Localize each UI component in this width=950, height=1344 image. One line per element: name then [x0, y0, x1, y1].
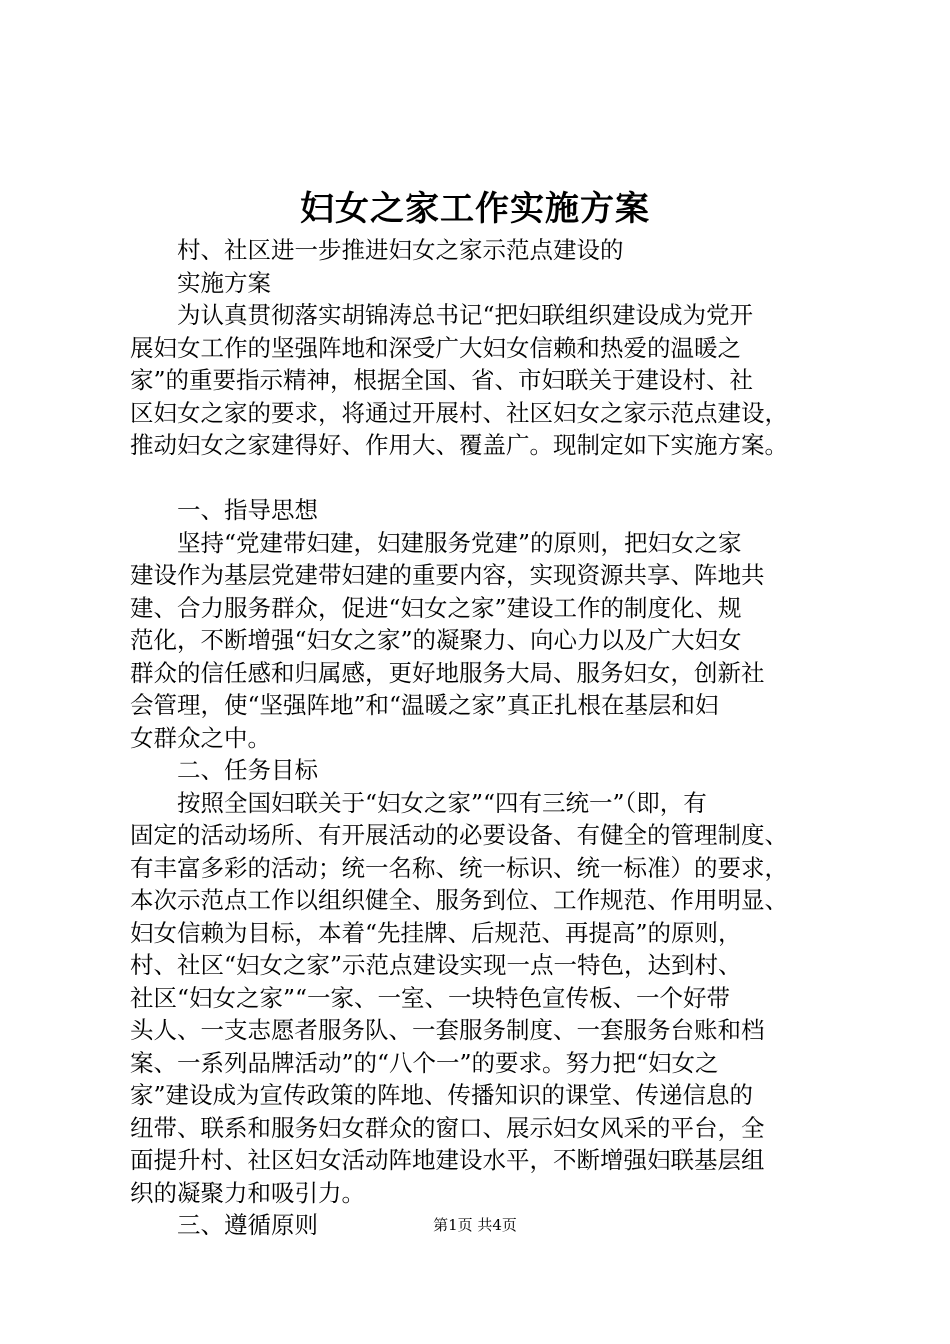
subtitle-line: 村、社区进一步推进妇女之家示范点建设的	[177, 236, 624, 264]
paragraph-line: 案、一系列品牌活动”的“八个一”的要求。努力把“妇女之	[130, 1048, 719, 1077]
paragraph-line: 建、合力服务群众，促进“妇女之家”建设工作的制度化、规	[130, 593, 742, 622]
paragraph-line: 推动妇女之家建得好、作用大、覆盖广。现制定如下实施方案。	[130, 431, 788, 459]
paragraph-line: 按照全国妇联关于“妇女之家”“四有三统一”（即，有	[177, 788, 707, 817]
section-heading: 三、遵循原则	[177, 1211, 318, 1239]
paragraph-line: 坚持“党建带妇建，妇建服务党建”的原则，把妇女之家	[177, 528, 742, 557]
paragraph-line: 本次示范点工作以组织健全、服务到位、工作规范、作用明显、	[130, 886, 788, 914]
paragraph-line: 展妇女工作的坚强阵地和深受广大妇女信赖和热爱的温暖之	[130, 333, 741, 362]
paragraph-line: 社区“妇女之家”“一家、一室、一块特色宣传板、一个好带	[130, 983, 731, 1012]
document-title: 妇女之家工作实施方案	[300, 189, 650, 229]
paragraph-line: 建设作为基层党建带妇建的重要内容，实现资源共享、阵地共	[130, 561, 765, 589]
paragraph-line: 有丰富多彩的活动；统一名称、统一标识、统一标准）的要求，	[130, 853, 788, 882]
document-body	[130, 234, 840, 1242]
paragraph-line: 妇女信赖为目标，本着“先挂牌、后规范、再提高”的原则，	[130, 918, 742, 947]
section-heading: 一、指导思想	[177, 496, 318, 524]
paragraph-line: 家”建设成为宣传政策的阵地、传播知识的课堂、传递信息的	[130, 1081, 754, 1109]
paragraph-line: 织的凝聚力和吸引力。	[130, 1178, 365, 1207]
paragraph-line: 女群众之中。	[130, 723, 271, 752]
paragraph-line: 村、社区“妇女之家”示范点建设实现一点一特色，达到村、	[130, 951, 742, 979]
paragraph-line: 面提升村、社区妇女活动阵地建设水平，不断增强妇联基层组	[130, 1146, 765, 1174]
paragraph-gap	[130, 462, 840, 495]
paragraph-line: 区妇女之家的要求，将通过开展村、社区妇女之家示范点建设，	[130, 398, 788, 427]
subtitle-line: 实施方案	[177, 268, 271, 297]
paragraph-line: 头人、一支志愿者服务队、一套服务制度、一套服务台账和档	[130, 1016, 765, 1044]
paragraph-line: 范化，不断增强“妇女之家”的凝聚力、向心力以及广大妇女	[130, 626, 742, 654]
paragraph-line: 纽带、联系和服务妇女群众的窗口、展示妇女风采的平台，全	[130, 1113, 765, 1142]
page-number-footer: 第1页 共4页	[433, 1216, 517, 1234]
paragraph-line: 会管理，使“坚强阵地”和“温暖之家”真正扎根在基层和妇	[130, 691, 719, 719]
paragraph-line: 群众的信任感和归属感，更好地服务大局、服务妇女，创新社	[130, 658, 765, 687]
paragraph-line: 固定的活动场所、有开展活动的必要设备、有健全的管理制度、	[130, 821, 788, 849]
paragraph-line: 家”的重要指示精神，根据全国、省、市妇联关于建设村、社	[130, 366, 754, 394]
section-heading: 二、任务目标	[177, 756, 318, 784]
paragraph-line: 为认真贯彻落实胡锦涛总书记“把妇联组织建设成为党开	[177, 301, 754, 329]
